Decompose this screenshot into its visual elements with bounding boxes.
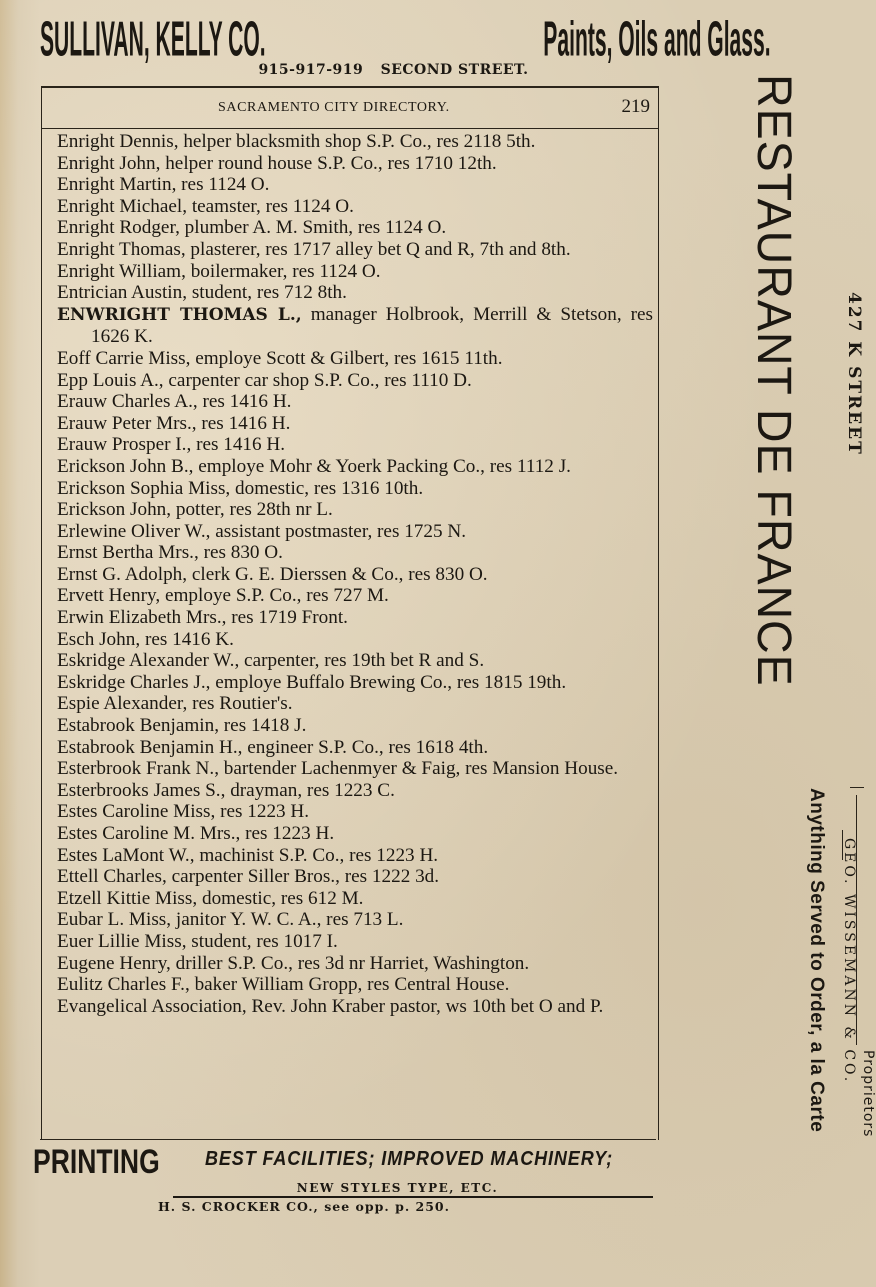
entry-details: carpenter Siller Bros., res 1222 3d. — [166, 866, 440, 888]
entry-details: res 1418 J. — [219, 715, 307, 737]
directory-entry — [57, 217, 653, 239]
entry-name: Eugene Henry, — [57, 952, 171, 974]
entry-details: engineer S.P. Co., res 1618 4th. — [242, 736, 489, 758]
advertiser-address — [0, 62, 767, 78]
directory-entry — [57, 974, 653, 996]
entry-details: plumber A. M. Smith, res 1124 O. — [179, 217, 447, 239]
entry-name: Erickson John, — [57, 499, 172, 521]
directory-entry — [57, 866, 653, 888]
entry-name: Erickson Sophia Miss, — [57, 477, 231, 499]
entry-details: helper blacksmith shop S.P. Co., res 2118 5th. — [178, 131, 536, 152]
entry-name: Enright Martin, — [57, 174, 177, 196]
directory-entry — [57, 758, 653, 780]
entry-name: Erauw Peter Mrs., — [57, 412, 197, 434]
directory-entry — [57, 456, 653, 478]
directory-entry — [57, 650, 653, 672]
entry-name: Enright Thomas, — [57, 238, 186, 260]
directory-entry — [57, 261, 653, 283]
entry-name: Estabrook Benjamin, — [57, 715, 219, 737]
directory-entry — [57, 823, 653, 845]
directory-entry — [57, 131, 653, 153]
entry-details: employe Scott & Gilbert, res 1615 11th. — [190, 347, 503, 369]
entry-details: res 1416 H. — [196, 412, 291, 434]
directory-page-frame — [41, 86, 659, 1140]
entry-name: Enright William, — [57, 260, 186, 282]
entry-name: Eubar L. Miss, — [57, 909, 172, 931]
entry-name: Ervett Henry, — [57, 585, 161, 607]
directory-entry — [57, 370, 653, 392]
directory-entry — [57, 196, 653, 218]
entry-name: Erauw Prosper I., — [57, 434, 192, 456]
entry-details: res 1124 O. — [176, 174, 270, 196]
entry-name: Estes LaMont W., — [57, 844, 195, 866]
directory-entry — [57, 715, 653, 737]
entry-details: drayman, res 1223 C. — [225, 779, 395, 801]
running-head — [42, 88, 658, 129]
entry-name: Erwin Elizabeth Mrs., — [57, 607, 227, 629]
entry-name: Esch John, — [57, 628, 141, 650]
directory-entry — [57, 931, 653, 953]
directory-entries — [57, 131, 653, 1017]
directory-entry — [57, 348, 653, 370]
directory-entry — [57, 801, 653, 823]
entry-name: Evangelical Association, — [57, 995, 247, 1017]
restaurant-proprietor: GEO. WISSEMANN & CO. — [841, 838, 857, 1085]
entry-details: manager Holbrook, Merrill & Stetson, res 1626 K. — [91, 303, 653, 348]
advertiser-name: SULLIVAN, KELLY CO. — [40, 12, 266, 68]
divider — [40, 1139, 656, 1140]
entry-details: employe Buffalo Brewing Co., res 1815 19th. — [210, 671, 567, 693]
entry-name: Eskridge Alexander W., — [57, 650, 240, 672]
directory-entry — [57, 585, 653, 607]
directory-title: SACRAMENTO CITY DIRECTORY. — [218, 100, 450, 115]
entry-name: Ernst Bertha Mrs., — [57, 542, 199, 564]
directory-entry — [57, 499, 653, 521]
entry-details: domestic, res 612 M. — [197, 887, 364, 909]
entry-details: machinist S.P. Co., res 1223 H. — [194, 844, 439, 866]
entry-name: Enright Michael, — [57, 195, 188, 217]
proprietors-label: Proprietors — [860, 1050, 876, 1138]
entry-name: Erlewine Oliver W., — [57, 520, 211, 542]
entry-details: potter, res 28th nr L. — [171, 499, 333, 521]
printing-tagline: BEST FACILITIES; IMPROVED MACHINERY; — [205, 1148, 614, 1170]
entry-name: Eskridge Charles J., — [57, 671, 211, 693]
divider — [173, 1196, 653, 1198]
directory-entry — [57, 153, 653, 175]
entry-details: driller S.P. Co., res 3d nr Harriet, Washington. — [170, 952, 530, 974]
entry-details: teamster, res 1124 O. — [187, 195, 354, 217]
restaurant-slogan: Anything Served to Order, a la Carte — [806, 788, 827, 1133]
directory-entry — [57, 607, 653, 629]
entry-name: Eoff Carrie Miss, — [57, 347, 191, 369]
directory-entry — [57, 996, 653, 1018]
directory-entry — [57, 434, 653, 456]
entry-details: carpenter car shop S.P. Co., res 1110 D. — [163, 369, 472, 391]
entry-details: employe Mohr & Yoerk Packing Co., res 1112 J. — [193, 455, 571, 477]
printing-subline: NEW STYLES TYPE, ETC. — [296, 1181, 499, 1195]
address-street: SECOND STREET. — [380, 62, 529, 78]
printing-advertiser: H. S. CROCKER CO., see opp. p. 250. — [158, 1199, 450, 1214]
entry-details: helper round house S.P. Co., res 1710 12th. — [160, 152, 497, 174]
entry-details: res 1416 K. — [140, 628, 234, 650]
entry-details: student, res 1017 I. — [186, 930, 338, 952]
directory-entry — [57, 888, 653, 910]
directory-entry — [57, 845, 653, 867]
entry-details: janitor Y. W. C. A., res 713 L. — [171, 909, 404, 931]
entry-name: Euer Lillie Miss, — [57, 930, 187, 952]
directory-entry — [57, 174, 653, 196]
entry-name: Enright Dennis, — [57, 131, 179, 152]
entry-name: Estabrook Benjamin H., — [57, 736, 243, 758]
entry-details: res 830 O. — [198, 542, 283, 564]
entry-details: res 1223 H. — [240, 823, 335, 844]
directory-entry — [57, 304, 653, 348]
entry-details: bartender Lachenmyer & Faig, res Mansion House. — [219, 758, 619, 780]
page-number: 219 — [621, 96, 650, 117]
directory-entry — [57, 391, 653, 413]
entry-name: Ettell Charles, — [57, 866, 167, 888]
directory-entry — [57, 737, 653, 759]
entry-name: Ernst G. Adolph, — [57, 563, 188, 585]
divider — [850, 787, 864, 788]
restaurant-name: RESTAURANT DE FRANCE — [747, 74, 800, 687]
entry-name: Erauw Charles A., — [57, 391, 198, 413]
entry-name: Etzell Kittie Miss, — [57, 887, 198, 909]
entry-name: Enright John, — [57, 152, 161, 174]
entry-name: Estes Caroline Miss, — [57, 801, 216, 823]
entry-details: boilermaker, res 1124 O. — [185, 260, 381, 282]
address-numbers: 915-917-919 — [258, 62, 364, 78]
entry-details: carpenter, res 19th bet R and S. — [239, 650, 485, 672]
entry-name: Eulitz Charles F., — [57, 974, 190, 996]
directory-entry — [57, 693, 653, 715]
directory-entry — [57, 478, 653, 500]
directory-entry — [57, 564, 653, 586]
entry-details: res 1223 H. — [215, 801, 310, 823]
directory-entry — [57, 413, 653, 435]
entry-name: Epp Louis A., — [57, 369, 164, 391]
entry-details: domestic, res 1316 10th. — [230, 477, 424, 499]
entry-name: Enright Rodger, — [57, 217, 180, 239]
directory-entry — [57, 672, 653, 694]
directory-entry — [57, 239, 653, 261]
entry-details: assistant postmaster, res 1725 N. — [210, 520, 467, 542]
entry-details: clerk G. E. Dierssen & Co., res 830 O. — [187, 563, 488, 585]
entry-name: Esterbrook Frank N., — [57, 758, 219, 780]
directory-entry — [57, 909, 653, 931]
entry-name: Entrician Austin, — [57, 282, 188, 304]
directory-entry — [57, 953, 653, 975]
directory-entry — [57, 780, 653, 802]
entry-name: Estes Caroline M. Mrs., — [57, 823, 241, 844]
entry-details: res 1416 H. — [197, 391, 292, 413]
entry-name: ENWRIGHT THOMAS L., — [57, 304, 302, 325]
directory-entry — [57, 521, 653, 543]
directory-entry — [57, 629, 653, 651]
entry-details: res 1416 H. — [191, 434, 286, 456]
entry-name: Erickson John B., — [57, 455, 194, 477]
entry-details: plasterer, res 1717 alley bet Q and R, 7th and 8th. — [185, 238, 571, 260]
entry-name: Espie Alexander, — [57, 693, 188, 715]
entry-details: student, res 712 8th. — [187, 282, 347, 304]
directory-entry — [57, 542, 653, 564]
entry-name: Esterbrooks James S., — [57, 779, 226, 801]
entry-details: res Routier's. — [187, 693, 293, 715]
entry-details: Rev. John Kraber pastor, ws 10th bet O and P. — [246, 995, 604, 1017]
entry-details: employe S.P. Co., res 727 M. — [160, 585, 389, 607]
directory-entry — [57, 282, 653, 304]
entry-details: res 1719 Front. — [226, 607, 348, 629]
restaurant-address: 427 K STREET — [844, 292, 864, 456]
printing-headline: PRINTING — [33, 1143, 160, 1181]
entry-details: baker William Gropp, res Central House. — [189, 974, 510, 996]
advertiser-goods: Paints, Oils and Glass. — [543, 12, 771, 68]
